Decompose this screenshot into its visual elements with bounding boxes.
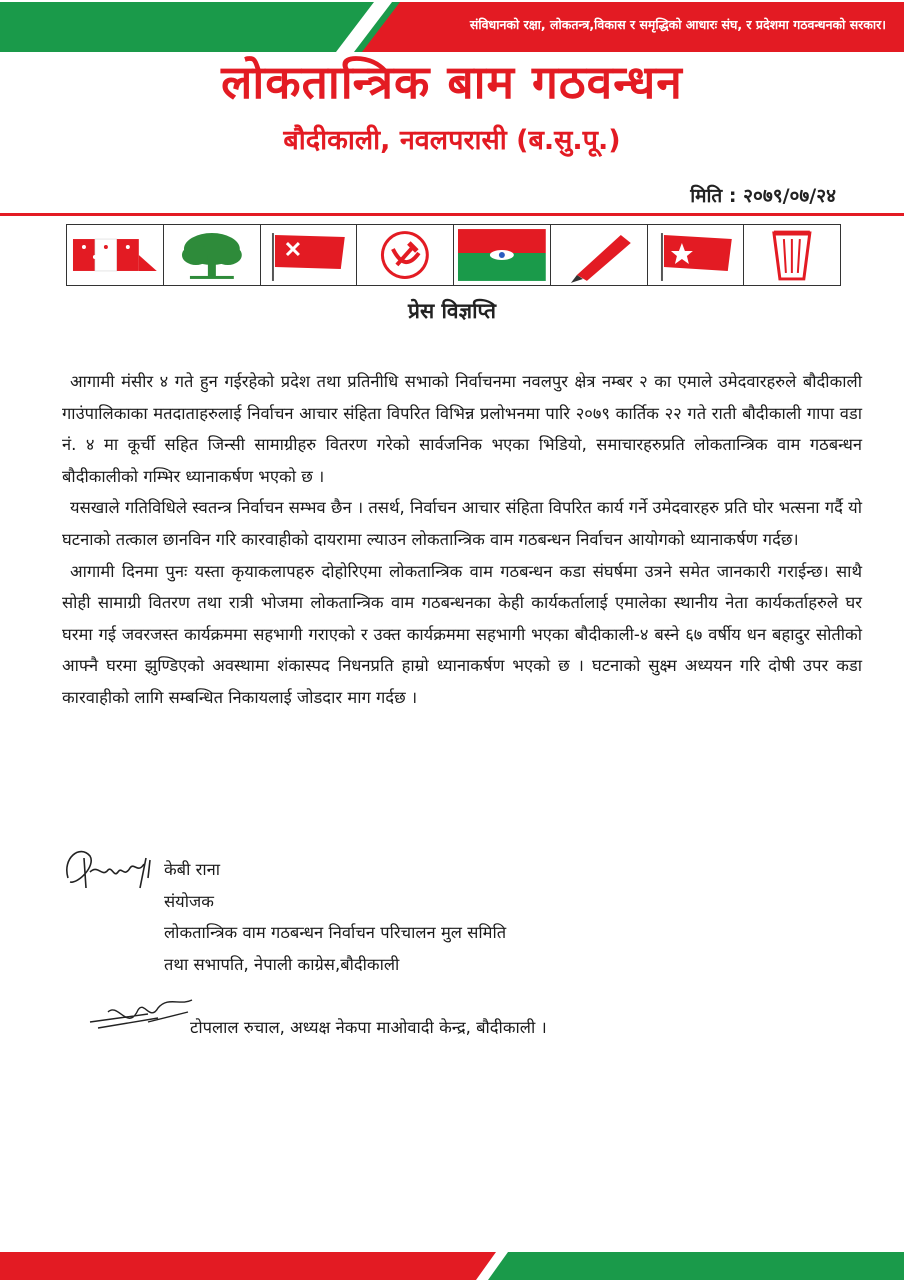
symbol-cell-2: [164, 225, 261, 285]
page-subtitle: बौदीकाली, नवलपरासी (ब.सु.पू.): [283, 125, 621, 156]
signature-1: [60, 838, 170, 898]
paragraph-1: आगामी मंसीर ४ गते हुन गईरहेको प्रदेश तथा प्रतिनीधि सभाको निर्वाचनमा नवलपुर क्षेत्र नम्बर २ का एमाले उमेदवारहरुले बौदीकाली गाउंपालिकाका मतदाताहरुलाई निर्वाचन आचार संहिता विपरित विभिन्न प्रलोभनमा पारि २०७९ कार्तिक २२ गते राती बौदीकाली गापा वडा नं. ४ मा कूर्ची सहित जिन्सी सामाग्रीहरु वितरण गरेको सार्वजनिक भएका भिडियो, समाचारहरुप्रति लोकतान्त्रिक वाम गठबन्धन बौदीकालीको गम्भिर ध्यानाकर्षण भएको छ ।: [62, 372, 862, 486]
party-symbols-strip: [66, 224, 841, 286]
symbol-cell-3: [261, 225, 358, 285]
symbol-cell-8: [744, 225, 840, 285]
signature-2: [88, 992, 198, 1037]
document-body: [62, 366, 862, 714]
footer-band-graphic: [0, 1250, 904, 1280]
date-row: मिति : २०७९/०७/२४: [690, 185, 836, 207]
paragraph-2: यसखाले गतिविधिले स्वतन्त्र निर्वाचन सम्भव छैन । तसर्थ, निर्वाचन आचार संहिता विपरित कार्य गर्ने उमेदवारहरु प्रति घोर भत्सना गर्दै यो घटनाको तत्काल छानविन गरि कारवाहीको दायरामा ल्याउन लोकतान्त्रिक वाम गठबन्धन निर्वाचन आयोगको ध्यानाकर्षण गर्दछ।: [62, 498, 862, 549]
footer-band: [0, 1250, 904, 1280]
header-divider: [0, 213, 904, 216]
nepali-congress-flag-icon: [67, 225, 163, 285]
page-title: लोकतान्त्रिक बाम गठवन्धन: [221, 55, 683, 109]
symbol-cell-6: [551, 225, 648, 285]
signatory-1-org-line1: लोकतान्त्रिक वाम गठबन्धन निर्वाचन परिचालन मुल समिति: [164, 923, 507, 942]
signatory-1-name: केबी राना: [164, 860, 221, 879]
hammer-sickle-icon: [357, 225, 453, 285]
uml-flag-icon: [261, 225, 357, 285]
star-flag-icon: [648, 225, 744, 285]
tree-icon: [164, 225, 260, 285]
symbol-cell-7: [648, 225, 745, 285]
signatory-1: [164, 854, 506, 980]
eye-flag-icon: [454, 225, 550, 285]
symbol-cell-4: [357, 225, 454, 285]
paragraph-3: आगामी दिनमा पुनः यस्ता कृयाकलापहरु दोहोरिएमा लोकतान्त्रिक वाम गठबन्धन कडा संघर्षमा उत्रने समेत जानकारी गराईन्छ। साथै सोही सामाग्री वितरण तथा रात्री भोजमा लोकतान्त्रिक वाम गठबन्धनका केही कार्यकर्तालाई एमालेका स्थानीय नेता कार्यकर्ताहरुले घर घरमा गई जवरजस्त कार्यक्रममा सहभागी गराएको र उक्त कार्यक्रममा सहभागी भएका बौदीकाली-४ बस्ने ६७ वर्षीय धन बहादुर सोतीको आफ्नै घरमा झुण्डिएको अवस्थामा शंकास्पद निधनप्रति हाम्रो ध्यानाकर्षण भएको छ । घटनाको सुक्ष्म अध्ययन गरि दोषी उपर कडा कारवाहीको लागि सम्बन्धित निकायलाई जोडदार माग गर्दछ ।: [62, 561, 862, 707]
header-band: [0, 0, 904, 52]
symbol-cell-1: [67, 225, 164, 285]
signatory-1-org-line2: तथा सभापति, नेपाली काग्रेस,बौदीकाली: [164, 954, 400, 974]
symbol-cell-5: [454, 225, 551, 285]
signatory-1-role: संयोजक: [164, 891, 214, 911]
glass-icon: [744, 225, 840, 285]
header-slogan: संविधानको रक्षा, लोकतन्त्र,विकास र समृद्धिको आधारः संघ, र प्रदेशमा गठवन्धनको सरकार।: [469, 17, 886, 32]
document-heading: प्रेस विज्ञप्ति: [408, 299, 496, 323]
date-value: २०७९/०७/२४: [743, 185, 836, 207]
pen-icon: [551, 225, 647, 285]
signatory-2: टोपलाल रुचाल, अध्यक्ष नेकपा माओवादी केन्द्र, बौदीकाली ।: [190, 1018, 547, 1037]
date-label: मिति: [690, 185, 723, 207]
